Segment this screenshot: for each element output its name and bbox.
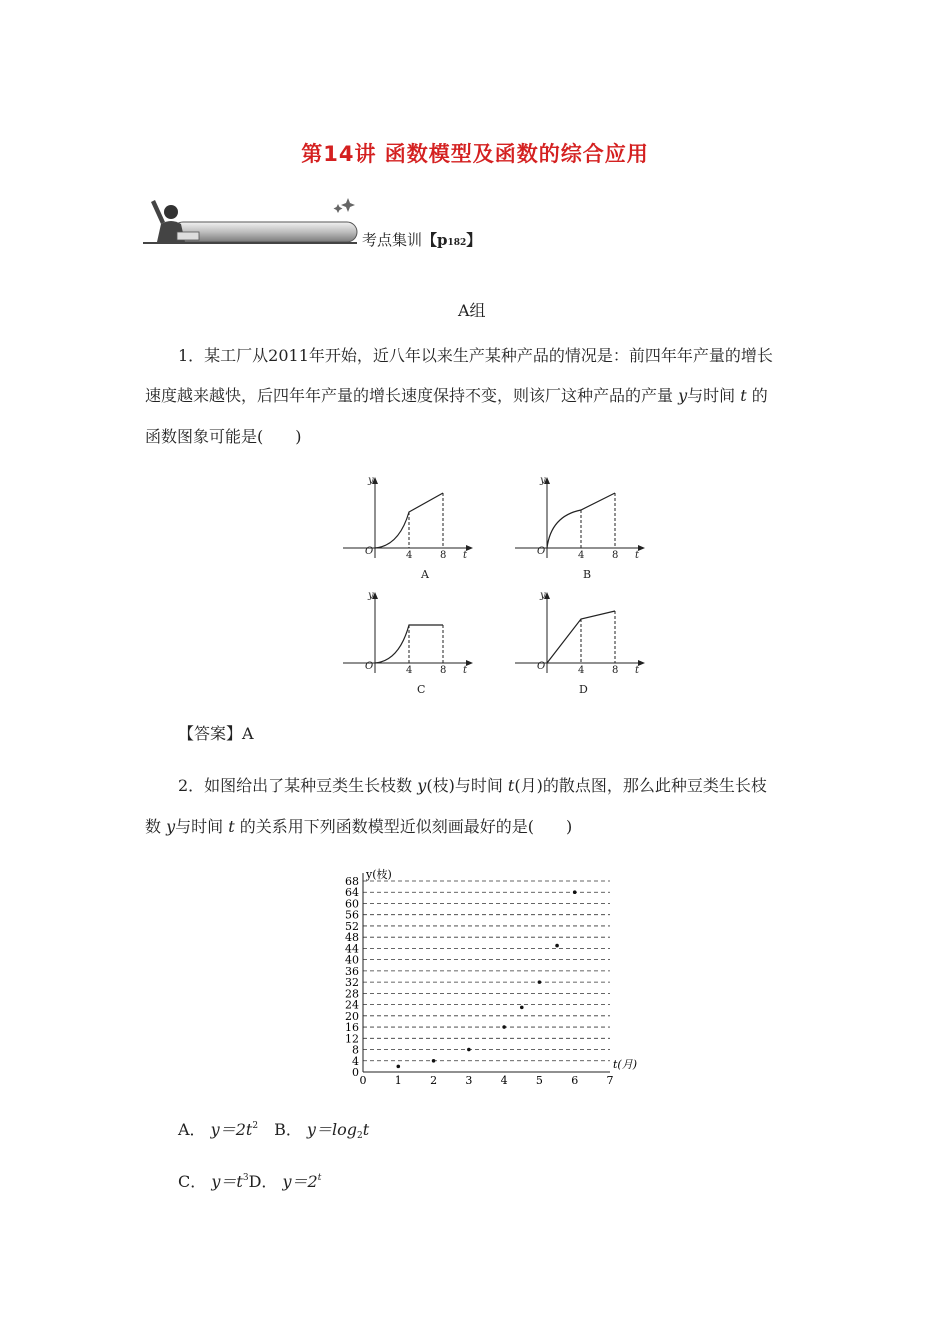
svg-text:y: y	[368, 590, 374, 601]
svg-text:4: 4	[406, 550, 413, 561]
y-tick-label: 16	[345, 1021, 359, 1035]
y-tick-label: 68	[345, 875, 359, 888]
data-point	[520, 1006, 524, 1010]
svg-text:y: y	[540, 590, 546, 601]
svg-text:t: t	[635, 665, 640, 676]
svg-text:t: t	[463, 665, 468, 676]
q1-answer: 【答案】A	[178, 724, 254, 743]
student-icon	[151, 200, 199, 242]
svg-text:y: y	[368, 475, 374, 486]
data-point	[573, 890, 577, 894]
q1-graphs	[335, 468, 655, 700]
x-tick-label: 7	[606, 1074, 614, 1087]
q2-line1: 2．如图给出了某种豆类生长枝数 y(枝)与时间 t(月)的散点图，那么此种豆类生长枝	[178, 776, 767, 795]
data-point	[538, 980, 542, 984]
q1-line3: 函数图象可能是( )	[145, 427, 302, 446]
y-tick-label: 44	[345, 942, 359, 956]
scatter-chart	[330, 862, 650, 1088]
x-tick-label: 2	[430, 1074, 438, 1087]
y-tick-label: 36	[345, 964, 359, 978]
graph-a	[343, 475, 473, 581]
graph-d	[515, 590, 645, 696]
page-title: 第14讲 函数模型及函数的综合应用	[301, 142, 649, 166]
svg-text:4: 4	[406, 665, 413, 676]
svg-text:8: 8	[440, 550, 447, 561]
svg-text:O: O	[537, 661, 546, 672]
y-tick-label: 28	[345, 987, 359, 1001]
y-tick-label: 52	[345, 919, 359, 933]
q2-options-cd: C． $y=t^3D$． $y=2^t$	[178, 1172, 322, 1191]
data-point	[467, 1048, 471, 1052]
svg-text:O: O	[365, 661, 374, 672]
y-tick-label: 8	[352, 1043, 359, 1057]
sparkle-icon	[334, 198, 356, 213]
x-tick-label: 4	[500, 1074, 508, 1087]
data-point	[432, 1059, 436, 1063]
data-point	[555, 944, 559, 948]
svg-text:O: O	[365, 546, 374, 557]
y-tick-label: 48	[345, 931, 359, 945]
data-point	[396, 1065, 400, 1069]
q2-line2: 数 y与时间 t 的关系用下列函数模型近似刻画最好的是( )	[145, 817, 573, 836]
svg-text:C: C	[417, 683, 426, 696]
svg-text:O: O	[537, 546, 546, 557]
y-tick-label: 64	[345, 886, 359, 900]
y-tick-label: 0	[352, 1066, 359, 1079]
svg-text:D: D	[579, 683, 588, 696]
q2-options-ab: A． $y=2t^2$ B． y＝log2t	[178, 1120, 370, 1141]
x-tick-label: 3	[465, 1074, 473, 1087]
y-tick-label: 24	[345, 998, 359, 1012]
svg-text:8: 8	[440, 665, 447, 676]
graph-b	[515, 475, 645, 581]
group-label: A组	[458, 301, 486, 320]
page-reference: 【p182】	[422, 231, 482, 249]
y-tick-label: 56	[345, 908, 359, 922]
y-tick-label: 4	[352, 1054, 359, 1068]
svg-text:t: t	[635, 550, 640, 561]
svg-text:A: A	[421, 568, 429, 581]
y-tick-label: 60	[345, 897, 359, 911]
svg-text:t: t	[463, 550, 468, 561]
q1-line2: 速度越来越快，后四年年产量的增长速度保持不变，则该厂这种产品的产量 y与时间 t 的	[145, 386, 768, 405]
x-tick-label: 1	[394, 1074, 402, 1087]
y-tick-label: 12	[345, 1032, 359, 1046]
svg-text:8: 8	[612, 550, 619, 561]
q1-line1: 1．某工厂从2011年开始，近八年以来生产某种产品的情况是：前四年年产量的增长	[178, 346, 773, 365]
svg-text:4: 4	[578, 665, 585, 676]
y-tick-label: 20	[345, 1009, 359, 1023]
svg-text:4: 4	[578, 550, 585, 561]
x-tick-label: 6	[571, 1074, 579, 1087]
x-tick-label: 5	[535, 1074, 543, 1087]
data-point	[502, 1025, 506, 1029]
banner-label: 考点集训	[362, 231, 423, 249]
x-tick-label: 0	[359, 1074, 367, 1087]
y-tick-label: 40	[345, 953, 359, 967]
chart-xlabel: t(月)	[613, 1058, 638, 1071]
chart-ylabel: y(枝)	[366, 868, 392, 881]
svg-text:B: B	[583, 568, 592, 581]
svg-text:y: y	[540, 475, 546, 486]
y-tick-label: 32	[345, 976, 359, 990]
svg-text:8: 8	[612, 665, 619, 676]
graph-c	[343, 590, 473, 696]
